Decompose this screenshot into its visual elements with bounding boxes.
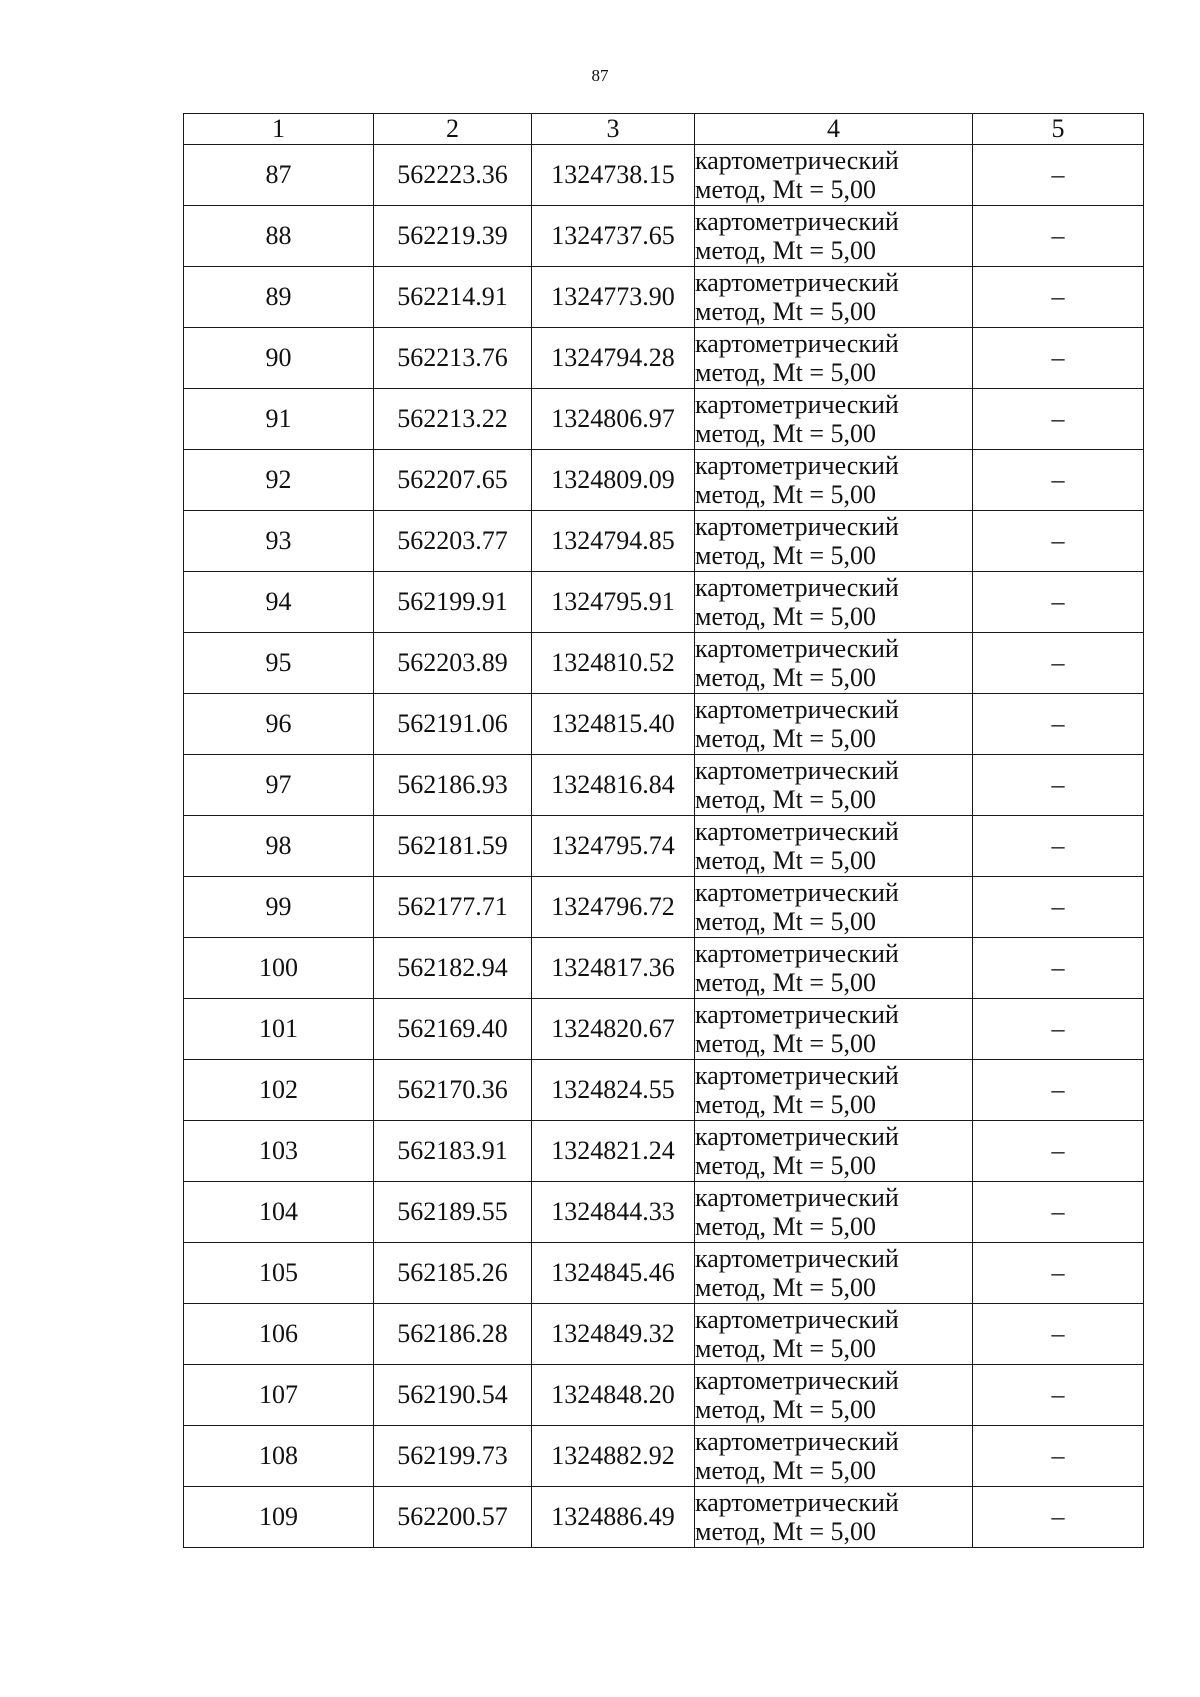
point-number-cell: 89 [184, 267, 374, 328]
dash-cell: – [973, 572, 1144, 633]
method-line-1: картометрический [695, 878, 899, 907]
table-row [184, 877, 1144, 938]
header-col-1: 1 [184, 114, 374, 145]
method-cell [695, 877, 973, 938]
x-coordinate-cell: 562207.65 [374, 450, 532, 511]
dash-cell: – [973, 1182, 1144, 1243]
method-line-1: картометрический [695, 939, 899, 968]
point-number-cell: 93 [184, 511, 374, 572]
method-line-1: картометрический [695, 512, 899, 541]
y-coordinate-cell: 1324795.91 [532, 572, 695, 633]
dash-cell: – [973, 328, 1144, 389]
table-row [184, 1365, 1144, 1426]
method-line-1: картометрический [695, 1122, 899, 1151]
table-row [184, 694, 1144, 755]
point-number-cell: 87 [184, 145, 374, 206]
table-row [184, 389, 1144, 450]
method-cell [695, 1243, 973, 1304]
dash-cell: – [973, 267, 1144, 328]
y-coordinate-cell: 1324815.40 [532, 694, 695, 755]
method-line-2: метод, Mt = 5,00 [695, 968, 876, 997]
y-coordinate-cell: 1324806.97 [532, 389, 695, 450]
point-number-cell: 97 [184, 755, 374, 816]
method-line-1: картометрический [695, 1183, 899, 1212]
header-row [184, 114, 1144, 145]
dash-cell: – [973, 206, 1144, 267]
x-coordinate-cell: 562185.26 [374, 1243, 532, 1304]
dash-cell: – [973, 755, 1144, 816]
method-line-2: метод, Mt = 5,00 [695, 1395, 876, 1424]
x-coordinate-cell: 562190.54 [374, 1365, 532, 1426]
y-coordinate-cell: 1324848.20 [532, 1365, 695, 1426]
table-row [184, 755, 1144, 816]
header-col-4: 4 [695, 114, 973, 145]
y-coordinate-cell: 1324794.85 [532, 511, 695, 572]
method-line-1: картометрический [695, 573, 899, 602]
x-coordinate-cell: 562213.22 [374, 389, 532, 450]
dash-cell: – [973, 694, 1144, 755]
method-cell [695, 1182, 973, 1243]
method-line-2: метод, Mt = 5,00 [695, 724, 876, 753]
y-coordinate-cell: 1324824.55 [532, 1060, 695, 1121]
dash-cell: – [973, 1304, 1144, 1365]
method-line-2: метод, Mt = 5,00 [695, 236, 876, 265]
table-row [184, 1060, 1144, 1121]
y-coordinate-cell: 1324817.36 [532, 938, 695, 999]
method-line-1: картометрический [695, 1488, 899, 1517]
method-line-2: метод, Mt = 5,00 [695, 785, 876, 814]
method-line-1: картометрический [695, 451, 899, 480]
method-line-2: метод, Mt = 5,00 [695, 663, 876, 692]
method-line-2: метод, Mt = 5,00 [695, 480, 876, 509]
method-line-1: картометрический [695, 1427, 899, 1456]
dash-cell: – [973, 1365, 1144, 1426]
method-cell [695, 389, 973, 450]
dash-cell: – [973, 145, 1144, 206]
method-line-2: метод, Mt = 5,00 [695, 358, 876, 387]
x-coordinate-cell: 562219.39 [374, 206, 532, 267]
x-coordinate-cell: 562183.91 [374, 1121, 532, 1182]
y-coordinate-cell: 1324773.90 [532, 267, 695, 328]
method-line-2: метод, Mt = 5,00 [695, 1334, 876, 1363]
point-number-cell: 102 [184, 1060, 374, 1121]
table-row [184, 999, 1144, 1060]
y-coordinate-cell: 1324795.74 [532, 816, 695, 877]
method-line-1: картометрический [695, 1000, 899, 1029]
point-number-cell: 96 [184, 694, 374, 755]
point-number-cell: 101 [184, 999, 374, 1060]
method-cell [695, 938, 973, 999]
point-number-cell: 107 [184, 1365, 374, 1426]
header-col-2: 2 [374, 114, 532, 145]
dash-cell: – [973, 1121, 1144, 1182]
y-coordinate-cell: 1324737.65 [532, 206, 695, 267]
point-number-cell: 90 [184, 328, 374, 389]
dash-cell: – [973, 999, 1144, 1060]
dash-cell: – [973, 938, 1144, 999]
table-row [184, 633, 1144, 694]
dash-cell: – [973, 1487, 1144, 1548]
dash-cell: – [973, 877, 1144, 938]
table-row [184, 1487, 1144, 1548]
dash-cell: – [973, 1426, 1144, 1487]
x-coordinate-cell: 562199.73 [374, 1426, 532, 1487]
x-coordinate-cell: 562177.71 [374, 877, 532, 938]
dash-cell: – [973, 1243, 1144, 1304]
method-cell [695, 1304, 973, 1365]
y-coordinate-cell: 1324738.15 [532, 145, 695, 206]
method-cell [695, 1121, 973, 1182]
x-coordinate-cell: 562189.55 [374, 1182, 532, 1243]
table-row [184, 511, 1144, 572]
method-line-1: картометрический [695, 1061, 899, 1090]
method-cell [695, 572, 973, 633]
method-line-2: метод, Mt = 5,00 [695, 175, 876, 204]
dash-cell: – [973, 633, 1144, 694]
method-line-1: картометрический [695, 1305, 899, 1334]
method-line-2: метод, Mt = 5,00 [695, 297, 876, 326]
x-coordinate-cell: 562223.36 [374, 145, 532, 206]
method-cell [695, 816, 973, 877]
point-number-cell: 95 [184, 633, 374, 694]
page-number: 87 [591, 66, 609, 85]
point-number-cell: 103 [184, 1121, 374, 1182]
dash-cell: – [973, 816, 1144, 877]
method-line-2: метод, Mt = 5,00 [695, 602, 876, 631]
x-coordinate-cell: 562200.57 [374, 1487, 532, 1548]
y-coordinate-cell: 1324845.46 [532, 1243, 695, 1304]
y-coordinate-cell: 1324820.67 [532, 999, 695, 1060]
x-coordinate-cell: 562199.91 [374, 572, 532, 633]
method-line-1: картометрический [695, 390, 899, 419]
y-coordinate-cell: 1324886.49 [532, 1487, 695, 1548]
table-row [184, 938, 1144, 999]
x-coordinate-cell: 562214.91 [374, 267, 532, 328]
x-coordinate-cell: 562191.06 [374, 694, 532, 755]
table-row [184, 816, 1144, 877]
method-line-2: метод, Mt = 5,00 [695, 1273, 876, 1302]
method-line-2: метод, Mt = 5,00 [695, 1151, 876, 1180]
method-cell [695, 511, 973, 572]
method-cell [695, 145, 973, 206]
table-row [184, 206, 1144, 267]
point-number-cell: 91 [184, 389, 374, 450]
method-line-1: картометрический [695, 695, 899, 724]
x-coordinate-cell: 562186.93 [374, 755, 532, 816]
method-cell [695, 1365, 973, 1426]
table-row [184, 1426, 1144, 1487]
y-coordinate-cell: 1324796.72 [532, 877, 695, 938]
x-coordinate-cell: 562203.89 [374, 633, 532, 694]
point-number-cell: 106 [184, 1304, 374, 1365]
y-coordinate-cell: 1324821.24 [532, 1121, 695, 1182]
x-coordinate-cell: 562213.76 [374, 328, 532, 389]
method-cell [695, 755, 973, 816]
dash-cell: – [973, 511, 1144, 572]
method-line-2: метод, Mt = 5,00 [695, 541, 876, 570]
header-col-5: 5 [973, 114, 1144, 145]
table-row [184, 1304, 1144, 1365]
point-number-cell: 100 [184, 938, 374, 999]
method-line-2: метод, Mt = 5,00 [695, 1517, 876, 1546]
point-number-cell: 109 [184, 1487, 374, 1548]
point-number-cell: 104 [184, 1182, 374, 1243]
x-coordinate-cell: 562170.36 [374, 1060, 532, 1121]
method-line-1: картометрический [695, 634, 899, 663]
point-number-cell: 108 [184, 1426, 374, 1487]
y-coordinate-cell: 1324882.92 [532, 1426, 695, 1487]
x-coordinate-cell: 562181.59 [374, 816, 532, 877]
method-line-1: картометрический [695, 268, 899, 297]
table-header [184, 114, 1144, 145]
x-coordinate-cell: 562203.77 [374, 511, 532, 572]
method-line-1: картометрический [695, 756, 899, 785]
header-col-3: 3 [532, 114, 695, 145]
method-line-2: метод, Mt = 5,00 [695, 907, 876, 936]
point-number-cell: 99 [184, 877, 374, 938]
method-line-1: картометрический [695, 146, 899, 175]
method-cell [695, 328, 973, 389]
y-coordinate-cell: 1324810.52 [532, 633, 695, 694]
point-number-cell: 105 [184, 1243, 374, 1304]
coordinates-table [183, 113, 1144, 1548]
method-line-2: метод, Mt = 5,00 [695, 1212, 876, 1241]
table-row [184, 572, 1144, 633]
method-line-2: метод, Mt = 5,00 [695, 1029, 876, 1058]
dash-cell: – [973, 450, 1144, 511]
method-cell [695, 206, 973, 267]
method-cell [695, 1426, 973, 1487]
method-line-1: картометрический [695, 1244, 899, 1273]
y-coordinate-cell: 1324849.32 [532, 1304, 695, 1365]
method-line-1: картометрический [695, 207, 899, 236]
method-cell [695, 450, 973, 511]
table-row [184, 1243, 1144, 1304]
y-coordinate-cell: 1324794.28 [532, 328, 695, 389]
method-cell [695, 267, 973, 328]
table-body [184, 145, 1144, 1548]
y-coordinate-cell: 1324816.84 [532, 755, 695, 816]
method-line-1: картометрический [695, 329, 899, 358]
table-row [184, 145, 1144, 206]
dash-cell: – [973, 1060, 1144, 1121]
y-coordinate-cell: 1324844.33 [532, 1182, 695, 1243]
point-number-cell: 98 [184, 816, 374, 877]
method-cell [695, 633, 973, 694]
method-cell [695, 694, 973, 755]
method-line-2: метод, Mt = 5,00 [695, 846, 876, 875]
table-row [184, 328, 1144, 389]
method-line-2: метод, Mt = 5,00 [695, 1090, 876, 1119]
table-row [184, 1182, 1144, 1243]
method-cell [695, 999, 973, 1060]
table-row [184, 450, 1144, 511]
table-row [184, 267, 1144, 328]
method-cell [695, 1060, 973, 1121]
dash-cell: – [973, 389, 1144, 450]
point-number-cell: 88 [184, 206, 374, 267]
method-line-2: метод, Mt = 5,00 [695, 419, 876, 448]
x-coordinate-cell: 562186.28 [374, 1304, 532, 1365]
method-line-1: картометрический [695, 1366, 899, 1395]
y-coordinate-cell: 1324809.09 [532, 450, 695, 511]
method-line-2: метод, Mt = 5,00 [695, 1456, 876, 1485]
x-coordinate-cell: 562182.94 [374, 938, 532, 999]
table-row [184, 1121, 1144, 1182]
point-number-cell: 92 [184, 450, 374, 511]
x-coordinate-cell: 562169.40 [374, 999, 532, 1060]
method-cell [695, 1487, 973, 1548]
method-line-1: картометрический [695, 817, 899, 846]
point-number-cell: 94 [184, 572, 374, 633]
